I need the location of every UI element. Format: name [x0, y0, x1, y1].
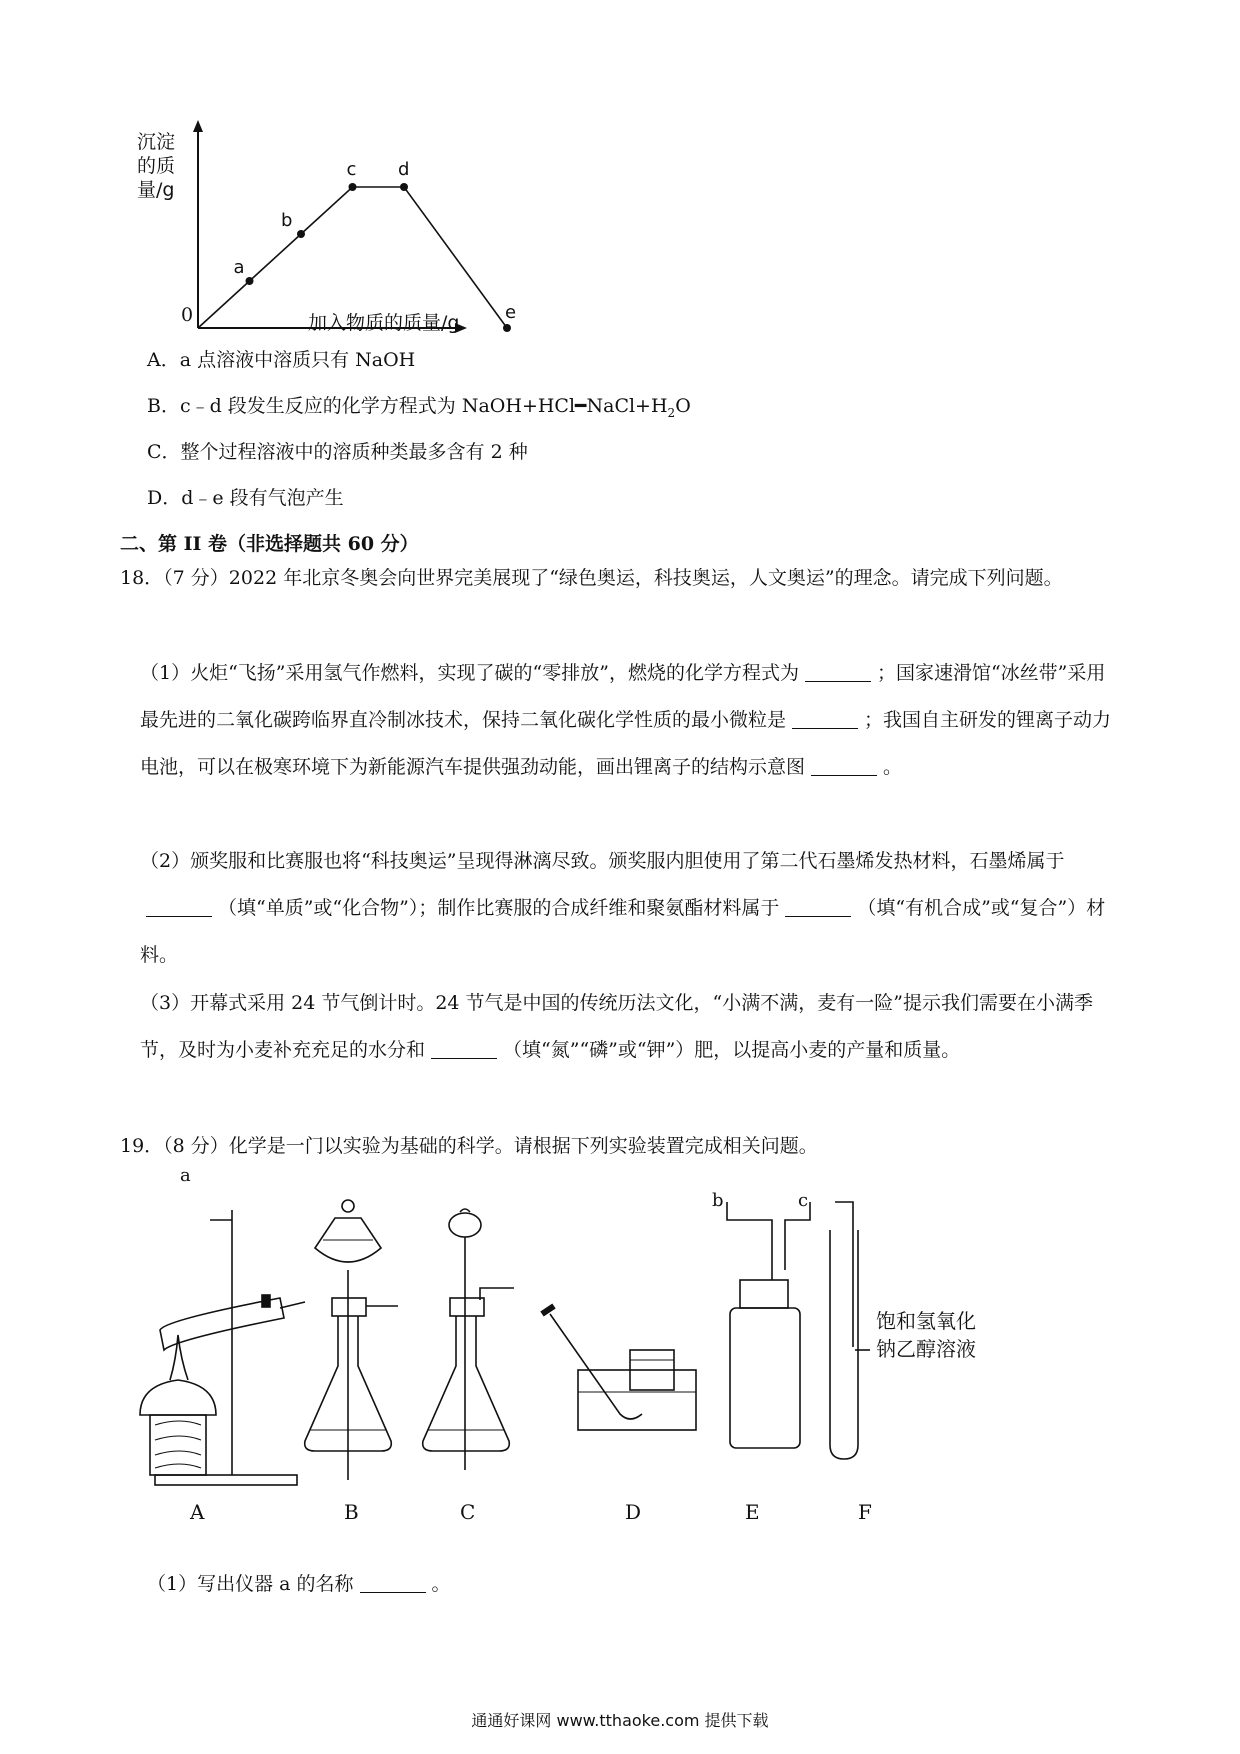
q19-sub1-text: （1）写出仪器 a 的名称: [147, 1573, 354, 1595]
apparatus-caption-e: E: [745, 1500, 760, 1524]
answer-blank[interactable]: [785, 896, 851, 917]
section-title: 二、第 II 卷（非选择题共 60 分）: [120, 533, 419, 555]
data-points: [234, 159, 517, 332]
apparatus-f: [830, 1202, 870, 1459]
apparatus-label-a: a: [180, 1165, 191, 1186]
data-point-c: [349, 183, 357, 191]
option-b: [147, 392, 691, 427]
y-axis-label-line: 沉淀: [137, 131, 176, 153]
q18-p2-text-c: （填“有机合成”或“复合”）材料。: [140, 897, 1106, 966]
data-point-e: [503, 324, 511, 332]
q18-p1-text-a: （1）火炬“飞扬”采用氢气作燃料，实现了碳的“零排放”，燃烧的化学方程式为: [140, 662, 799, 684]
option-b-suffix: O: [675, 395, 691, 417]
y-axis-label-line: 的质: [137, 155, 176, 177]
y-axis-arrow: [193, 120, 203, 132]
page-footer: 通通好课网 www.tthaoke.com 提供下载: [471, 1711, 769, 1730]
answer-blank[interactable]: [805, 661, 871, 682]
data-point-label-d: d: [398, 159, 410, 180]
q19-sub1-end: 。: [431, 1573, 451, 1595]
option-d: D．d﹣e 段有气泡产生: [147, 487, 344, 509]
option-b-subscript: 2: [667, 405, 676, 420]
apparatus-caption-f: F: [858, 1500, 872, 1524]
apparatus-label-c: c: [798, 1190, 809, 1211]
q18-p1-text-c: ；我国自主研发的锂离子动力电池，可以在极寒环境下为新能源汽车提供强劲动能，画出锂离子的结构示意图: [140, 709, 1112, 778]
q18-part2: [140, 838, 1120, 979]
option-c: C．整个过程溶液中的溶质种类最多含有 2 种: [147, 441, 528, 463]
data-point-label-a: a: [233, 257, 245, 278]
apparatus-caption-c: C: [460, 1500, 476, 1524]
q18-p1-text-d: 。: [883, 756, 903, 778]
q18-part3: [140, 980, 1120, 1074]
answer-blank[interactable]: [146, 896, 212, 917]
apparatus-c: [423, 1209, 514, 1470]
precipitate-chart: [125, 118, 545, 378]
data-point-label-b: b: [281, 210, 293, 231]
f-note: [876, 1307, 976, 1363]
origin-label: 0: [181, 304, 194, 326]
chart-svg: [125, 118, 545, 378]
data-point-label-e: e: [505, 302, 517, 323]
x-axis-label: 加入物质的质量/g: [308, 312, 460, 334]
apparatus-svg: [130, 1190, 1130, 1540]
q18-p3-text-b: （填“氮”“磷”或“钾”）肥，以提高小麦的产量和质量。: [503, 1039, 961, 1061]
q18-p2-text-b: （填“单质”或“化合物”）；制作比赛服的合成纤维和聚氨酯材料属于: [218, 897, 780, 919]
data-point-b: [297, 230, 305, 238]
answer-blank[interactable]: [360, 1572, 426, 1593]
q18-stem: [120, 555, 1120, 602]
q18-stem-text: 18．（7 分）2022 年北京冬奥会向世界完美展现了“绿色奥运，科技奥运，人文奥运”的理念。请完成下列问题。: [120, 567, 1063, 589]
data-point-d: [400, 183, 408, 191]
apparatus-label-b: b: [712, 1190, 724, 1211]
q19-stem: 19．（8 分）化学是一门以实验为基础的科学。请根据下列实验装置完成相关问题。: [120, 1135, 818, 1157]
f-note-line: 钠乙醇溶液: [876, 1337, 976, 1361]
option-b-text: B．c﹣d 段发生反应的化学方程式为 NaOH+HCl━NaCl+H: [147, 395, 668, 417]
y-axis-label-line: 量/g: [137, 179, 175, 201]
data-point-a: [246, 277, 254, 285]
q18-p3-text-a: （3）开幕式采用 24 节气倒计时。24 节气是中国的传统历法文化，“小满不满，麦有一险”提示我们需要在小满季节，及时为小麦补充充足的水分和: [140, 992, 1093, 1061]
apparatus-caption-b: B: [344, 1500, 359, 1524]
apparatus-figure: [130, 1165, 1130, 1540]
apparatus-d: [542, 1306, 696, 1430]
q18-p1-text-b: ；国家速滑馆“冰丝带”采用最先进的二氧化碳跨临界直冷制冰技术，保持二氧化碳化学性质的最小微粒是: [140, 662, 1106, 731]
q18-part1: [140, 650, 1120, 791]
q19-sub1: [147, 1570, 451, 1598]
option-a: A．a 点溶液中溶质只有 NaOH: [147, 349, 416, 371]
y-axis-label: [137, 130, 175, 202]
answer-blank[interactable]: [792, 708, 858, 729]
answer-blank[interactable]: [431, 1038, 497, 1059]
apparatus-b: [305, 1200, 398, 1480]
apparatus-e: [727, 1202, 810, 1448]
data-point-label-c: c: [346, 159, 357, 180]
q18-p2-text-a: （2）颁奖服和比赛服也将“科技奥运”呈现得淋漓尽致。颁奖服内胆使用了第二代石墨烯发热材料，石墨烯属于: [140, 850, 1065, 872]
f-note-line: 饱和氢氧化: [876, 1309, 976, 1333]
apparatus-caption-a: A: [190, 1500, 205, 1524]
apparatus-a: [140, 1210, 305, 1485]
answer-blank[interactable]: [811, 755, 877, 776]
apparatus-caption-d: D: [625, 1500, 642, 1524]
